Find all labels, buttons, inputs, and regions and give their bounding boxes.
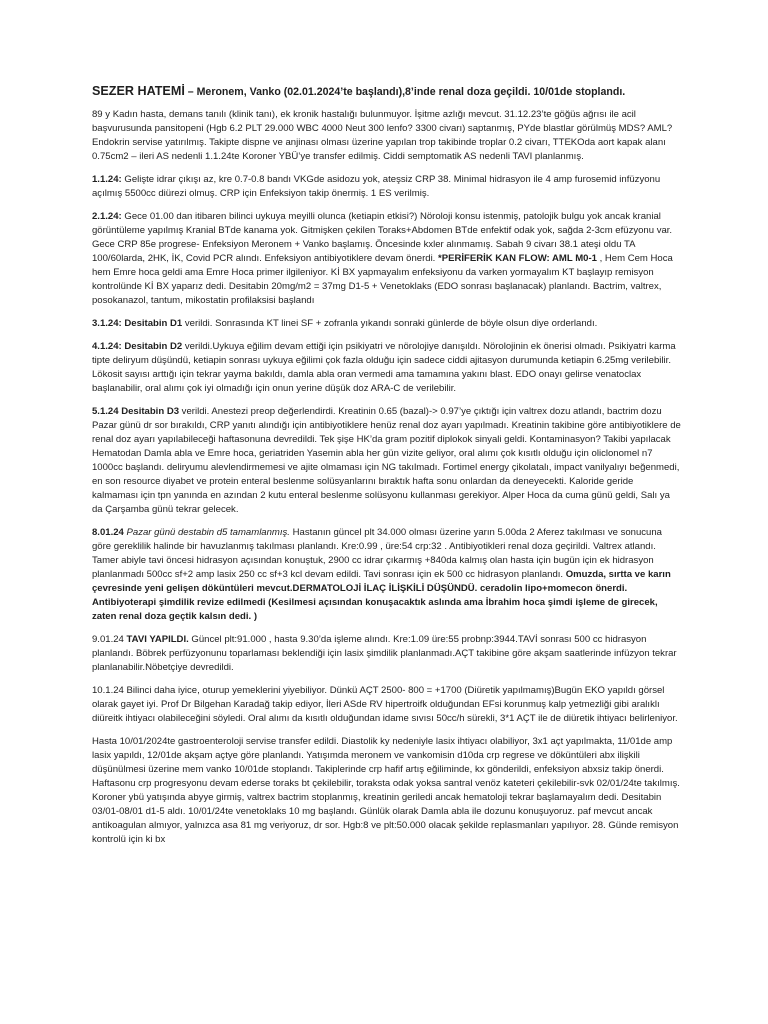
paragraph-text: Gelişte idrar çıkışı az, kre 0.7-0.8 bandı VKGde asidozu yok, ateşsiz CRP 38. Minimal hidrasyon ile 4 amp furosemid infüzyonu açılmış 5500cc diürezi olmuş. CRP için Enfeksiyon takip önermiş. 1 ES verilmiş. (92, 174, 661, 199)
paragraph-text: verildi. Sonrasında KT linei SF + zofranla yıkandı sonraki günlerde de böyle olsun diye orderlandı. (182, 318, 598, 329)
paragraph-text: Hasta 10/01/2024te gastroenteroloji servise transfer edildi. Diastolik ky nedeniyle lasix ihtiyacı olabiliyor, 3x1 açt yapılmakta, 11/01de amp lasix yapıldı, 12/01de akşam açtye göre planlandı. Yatışımda meronem ve vankomisin d10da crp regrese ve döküntüleri abx ilişkili düşünülmesi üzerine mem vanko 10/01de stoplandı. Takiplerinde crp hafif artış eğiliminde, kx gönderildi, enfeksiyon abxsiz takip önerdi. Haftasonu crp progresyonu devam ederse toraks bt çekilebilir, toraksta odak yoksa santral venöz kateteri çekilebilir-svk 02/01/24te takılmış. Koroner ybü yatışında abyye girmiş, valtrex bactrim stoplanmış, kreatinin geriledi ancak hematoloji tekrar başlamayalım dedi. Desitabin 03/01-08/01 d1-5 aldı. 10/01/24te venetoklaks 10 mg başlandı. Günlük olarak Damla abla ile dozunu konuşuyoruz. paf mevcut ancak antikoagulan almıyor, yalnızca asa 81 mg veriyoruz, dr sor. Hgb:8 ve plt:50.000 olacak şekilde replasmanları yapılıyor. 28. Günde remisyon kontrolü için ki bx (92, 736, 680, 845)
note-paragraph (92, 108, 682, 164)
title-summary: – Meronem, Vanko (02.01.2024’te başlandı),8’inde renal doza geçildi. 10/01de stoplandı. (184, 86, 626, 98)
paragraph-text: Pazar günü destabin d5 tamamlanmış. (123, 527, 290, 538)
note-paragraph (92, 633, 682, 675)
paragraph-text: verildi.Uykuya eğilim devam ettiği için psikiyatri ve nörolojiye danışıldı. Nörolojinin ek önerisi olmadı. Psikiyatri karma tipte deliryum düşündü, ketiapin sonrası uykuya eğilimi çok fazla olduğu için sadece ciddi ajitasyon durumunda ketiapin 6.25mg verilebilir. Lökosit sayısı arttığı için tekrar yayma bakıldı, damla abla oran vermedi ama tamamına yakını blast. EDO onayı gelirse venatoclax başlanabilir, oral alımı çok iyi olmadığı için onun yerine düşük doz ARA-C de verilebilir. (92, 341, 676, 394)
note-paragraph (92, 317, 682, 331)
paragraph-text: 10.1.24 Bilinci daha iyice, oturup yemeklerini yiyebiliyor. Dünkü AÇT 2500- 800 = +1700 (Diüretik yapılmamış)Bugün EKO yapıldı görsel olarak gayet iyi. Prof Dr Bilgehan Karadağ takip ediyor, İleri ASde RV hipertroifk olduğundan EFsi korunmuş kalp yetmezliği gibi aralıklı diüreitk ihtiyacı olabileceğini söyledi. Oral alımı da kısıtlı olduğundan idame sıvısı 50cc/h sürekli, 3*1 AÇT ile de diüretik ihtiyacı belirleniyor. (92, 685, 678, 724)
paragraph-text: 89 y Kadın hasta, demans tanılı (klinik tanı), ek kronik hastalığı bulunmuyor. İşitme azlığı mevcut. 31.12.23’te göğüs ağrısı ile acil başvurusunda pansitopeni (Hgb 6.2 PLT 29.000 WBC 4000 Neut 300 lenfo? 3300 civarı) saptanmış, PYde blastlar görülmüş MDS? AML? Endokrin servise yatırılmış. Takipte dispne ve anjinası olması üzerine yapılan trop takibinde troplar 0.2 civarı, TTEKOda aort kapak alanı 0.75cm2 – ileri AS nedenli 1.1.24te Koroner YBÜ’ye transfer edilmiş. Ciddi semptomatik AS nedenli TAVI planlanmış. (92, 109, 673, 162)
emphasized-text: 5.1.24 Desitabin D3 (92, 406, 180, 417)
note-paragraph (92, 173, 682, 201)
note-paragraph (92, 684, 682, 726)
note-paragraph (92, 735, 682, 847)
paragraph-text: verildi. Anestezi preop değerlendirdi. Kreatinin 0.65 (bazal)-> 0.97’ye çıktığı için valtrex dozu atlandı, bactrim dozu Pazar günü dr sor bırakıldı, CRP yanıtı alındığı için antibiyotiklere henüz renal doz ayarı yapılmadı. Kreatinin takibine göre antibiyotiklere de renal doz ayarı yapılabileceği haftasonuna devredildi. Tek şişe HK’da gram pozitif diplokok sinyali geldi. Kontaminasyon? Takibi yapılacak Hematodan Damla abla ve Emre hoca, geriatriden Yasemin abla her gün vizite geliyor, oral alımı çok kısıtlı olduğu için oliclonomel n7 1000cc başlandı. deliryumu alevlendirmemesi ve ajite olmaması için NG takılmadı. Fortimel energy çikolatalı, impact vanilyalıyı beğenmedi, en son resource diyabet ve protein enteral beslenme solüsyanlarını bıraktık hafta sonu onlardan da deneyecekti. Kaloride geride kalmaması için tpn yanında en azından 2 kutu enteral beslenme solüsyonu kullanması gerekiyor. Alper Hoca da cuma günü geldi, Salı ya da Çarşamba günü tekrar gelecek. (92, 406, 681, 515)
note-paragraph (92, 210, 682, 308)
emphasized-text: 3.1.24: Desitabin D1 (92, 318, 183, 329)
paragraph-text: Hastanın güncel plt 34.000 olması üzerine yarın 5.00da 2 Aferez takılması ve sonucuna göre gereklilik halinde bir havuzlanmış takılması planlandı. Kre:0.99 , üre:54 crp:32 . Antibiyotikleri renal doza geçirildi. Valtrex atlandı. Tamer abiyle tavi öncesi hidrasyon açısından konuştuk, 2900 cc idrar çıkarmış +840da kalmış olan hasta için bugün için ek hidrasyon planlanmadı 500cc sf+2 amp lasix 250 cc sf+3 kcl devam edildi. Tavi sonrası için ek 500 cc hidrasyon planlandı. (92, 527, 662, 580)
emphasized-text: 2.1.24: (92, 211, 122, 222)
note-body (92, 108, 682, 847)
note-paragraph (92, 405, 682, 517)
emphasized-text: *PERİFERİK KAN FLOW: AML M0-1 (438, 253, 597, 264)
note-paragraph (92, 340, 682, 396)
paragraph-text: Gece 01.00 dan itibaren bilinci uykuya meyilli olunca (ketiapin etkisi?) Nöroloji konsu istenmiş, patolojik bulgu yok ancak kranial görüntüleme yapılmış Kranial BTde kanama yok. Gitmişken çekilen Toraks+Abdomen BTde enfektif odak yok, sağda 2-3cm efüzyonu var. Gece CRP 85e progrese- Enfeksiyon Meronem + Vanko başlamış. Öncesinde kxler alınmamış. Sabah 9 civarı 38.1 ateşi oldu TA 100/60larda, 2HK, İK, Covid PCR alındı. Enfeksiyon antibiyotiklere devam önerdi. (92, 211, 673, 264)
emphasized-text: 8.01.24 (92, 527, 124, 538)
emphasized-text: TAVI YAPILDI. (126, 634, 189, 645)
paragraph-text: 9.01.24 (92, 634, 127, 645)
emphasized-text: Omuzda, sırtta ve karın çevresinde yeni gelişen döküntüleri mevcut.DERMATOLOJİ İLAÇ İLİŞKİLİ DÜŞÜNDÜ. ceradolin lipo+momecon önerdi. Antibiyoterapi şimdilik revize edilmedi (Kesilmesi açısından konuşacaktık aslında ama İbrahim hoca şimdi işleme de girecek, zaten renal doza geçtik kalsın dedi. ) (92, 569, 671, 622)
emphasized-text: 4.1.24: Desitabin D2 (92, 341, 183, 352)
paragraph-text: , Hem Cem Hoca hem Emre hoca geldi ama Emre Hoca primer ilgileniyor. Kİ BX yapmayalım enfeksiyonu da varken yormayalım KT başlayıp remisyon kontrolünde Kİ BX yaparız dedi. Desitabin 20mg/m2 = 37mg D1-5 + Venetoklaks (EDO sonrası başlanacak) planlandı. Bactrim, valtrex, posokanazol, tantum, mikostatin profilaksisi başlandı (92, 253, 673, 306)
paragraph-text: Güncel plt:91.000 , hasta 9.30’da işleme alındı. Kre:1.09 üre:55 probnp:3944.TAVİ sonrası 500 cc hidrasyon planlandı. Böbrek perfüzyonunu toparlaması beklendiği için lasix şimdilik planlanmadı.AÇT takibine göre akşam saatlerinde infüzyon tekrar planlanabilir.Nöbetçiye devredildi. (92, 634, 677, 673)
patient-name: SEZER HATEMİ (92, 84, 185, 98)
emphasized-text: 1.1.24: (92, 174, 122, 185)
document-title (92, 84, 682, 99)
note-paragraph (92, 526, 682, 624)
